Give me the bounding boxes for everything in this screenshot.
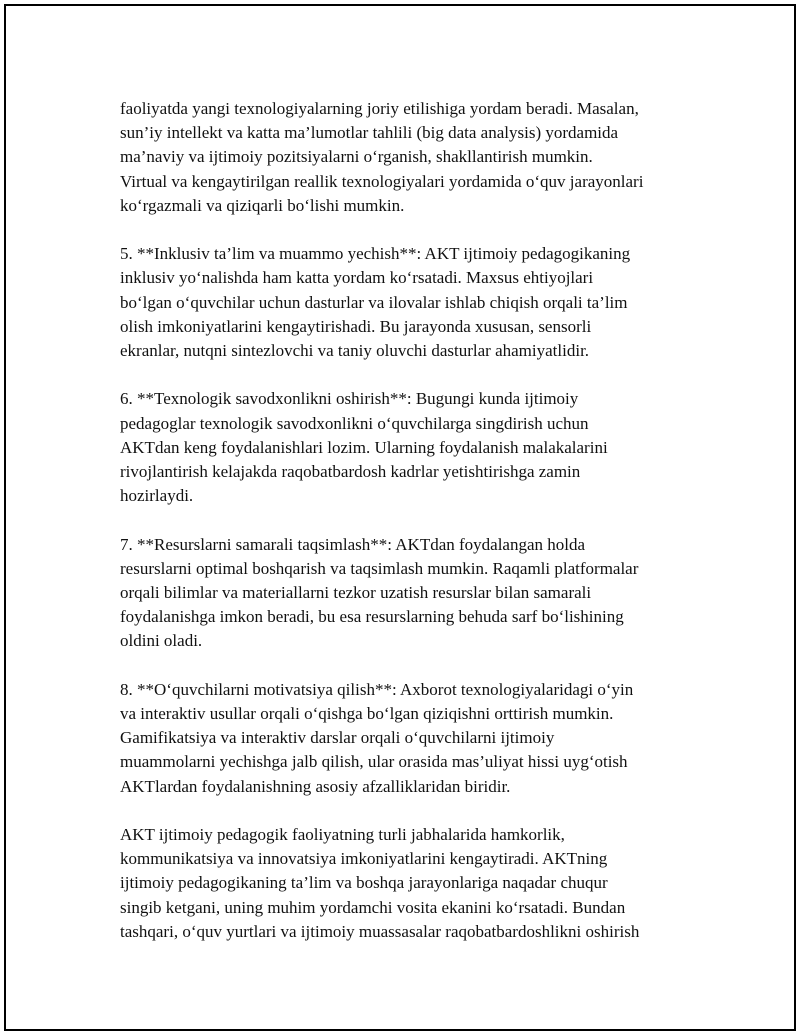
text-line: Virtual va kengaytirilgan reallik texnologiyalari yordamida o‘quv jarayonlari bbox=[120, 171, 644, 191]
document-body bbox=[120, 97, 700, 968]
text-line: bo‘lgan o‘quvchilar uchun dasturlar va ilovalar ishlab chiqish orqali ta’lim bbox=[120, 292, 628, 312]
text-line: ekranlar, nutqni sintezlovchi va taniy oluvchi dasturlar ahamiyatlidir. bbox=[120, 341, 590, 361]
text-line: resurslarni optimal boshqarish va taqsimlash mumkin. Raqamli platformalar bbox=[120, 558, 639, 578]
text-line: inklusiv yo‘nalishda ham katta yordam ko‘rsatadi. Maxsus ehtiyojlari bbox=[120, 268, 594, 288]
text-line: ijtimoiy pedagogikaning ta’lim va boshqa jarayonlariga naqadar chuqur bbox=[120, 873, 608, 893]
text-line: sun’iy intellekt va katta ma’lumotlar tahlili (big data analysis) yordamida bbox=[120, 123, 619, 143]
text-line: rivojlantirish kelajakda raqobatbardosh kadrlar yetishtirishga zamin bbox=[120, 462, 581, 482]
text-line: AKT ijtimoiy pedagogik faoliyatning turli jabhalarida hamkorlik, bbox=[120, 825, 565, 845]
text-line: 8. **O‘quvchilarni motivatsiya qilish**: Axborot texnologiyalaridagi o‘yin bbox=[120, 679, 634, 699]
text-line: 5. **Inklusiv ta’lim va muammo yechish**: AKT ijtimoiy pedagogikaning bbox=[120, 244, 631, 264]
paragraph-intro-continuation bbox=[120, 97, 700, 218]
text-line: hozirlaydi. bbox=[120, 486, 194, 506]
text-line: AKTdan keng foydalanishlari lozim. Ularning foydalanish malakalarini bbox=[120, 437, 608, 457]
text-line: singib ketgani, uning muhim yordamchi vosita ekanini ko‘rsatadi. Bundan bbox=[120, 897, 626, 917]
text-line: 7. **Resurslarni samarali taqsimlash**: AKTdan foydalangan holda bbox=[120, 534, 586, 554]
text-line: muammolarni yechishga jalb qilish, ular orasida mas’uliyat hissi uyg‘otish bbox=[120, 752, 628, 772]
text-line: kommunikatsiya va innovatsiya imkoniyatlarini kengaytiradi. AKTning bbox=[120, 849, 608, 869]
text-line: Gamifikatsiya va interaktiv darslar orqali o‘quvchilarni ijtimoiy bbox=[120, 728, 555, 748]
text-line: foydalanishga imkon beradi, bu esa resurslarning behuda sarf bo‘lishining bbox=[120, 607, 624, 627]
page-border bbox=[4, 4, 796, 1031]
text-line: AKTlardan foydalanishning asosiy afzalliklaridan biridir. bbox=[120, 776, 511, 796]
text-line: ko‘rgazmali va qiziqarli bo‘lishi mumkin. bbox=[120, 195, 405, 215]
text-line: orqali bilimlar va materiallarni tezkor uzatish resurslar bilan samarali bbox=[120, 583, 592, 603]
paragraph-conclusion bbox=[120, 823, 700, 944]
paragraph-item-6 bbox=[120, 387, 700, 508]
text-line: pedagoglar texnologik savodxonlikni o‘quvchilarga singdirish uchun bbox=[120, 413, 589, 433]
paragraph-item-5 bbox=[120, 242, 700, 363]
text-line: 6. **Texnologik savodxonlikni oshirish**: Bugungi kunda ijtimoiy bbox=[120, 389, 579, 409]
paragraph-item-7 bbox=[120, 533, 700, 654]
paragraph-item-8 bbox=[120, 678, 700, 799]
text-line: va interaktiv usullar orqali o‘qishga bo‘lgan qiziqishni orttirish mumkin. bbox=[120, 704, 614, 724]
text-line: olish imkoniyatlarini kengaytirishadi. Bu jarayonda xususan, sensorli bbox=[120, 316, 592, 336]
text-line: ma’naviy va ijtimoiy pozitsiyalarni o‘rganish, shakllantirish mumkin. bbox=[120, 147, 593, 167]
text-line: tashqari, o‘quv yurtlari va ijtimoiy muassasalar raqobatbardoshlikni oshirish bbox=[120, 921, 640, 941]
text-line: oldini oladi. bbox=[120, 631, 203, 651]
text-line: faoliyatda yangi texnologiyalarning joriy etilishiga yordam beradi. Masalan, bbox=[120, 99, 639, 118]
